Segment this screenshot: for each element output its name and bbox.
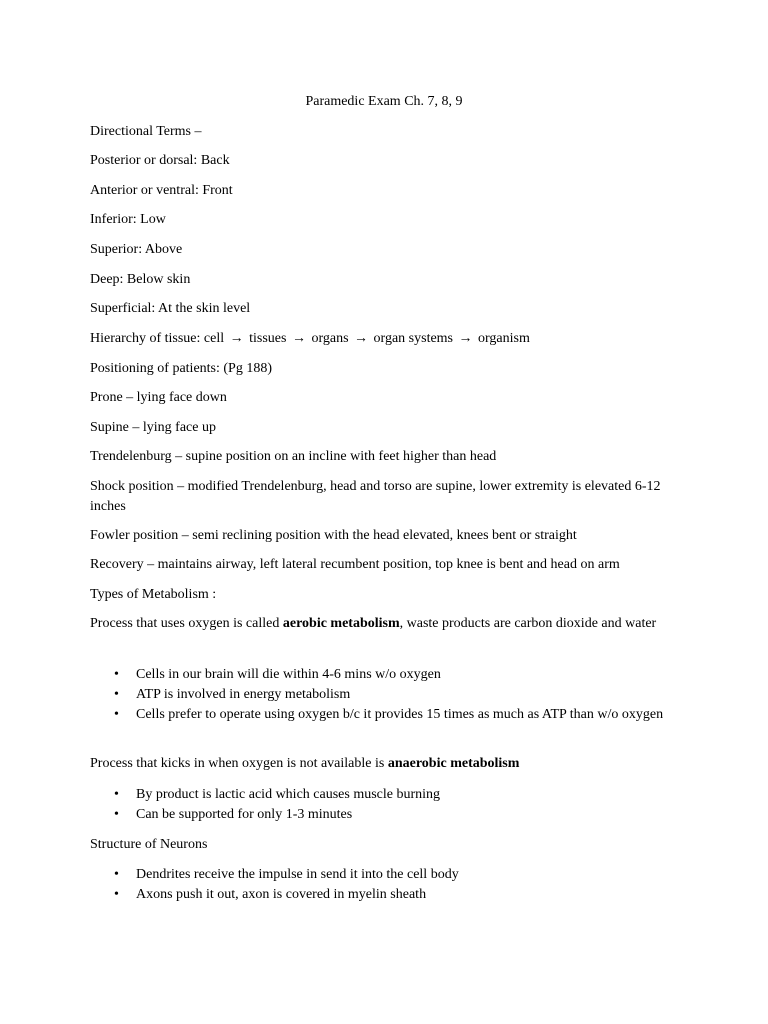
anaerobic-term: anaerobic metabolism (387, 756, 520, 771)
bullet-icon: • (114, 667, 119, 682)
aerobic-term: aerobic metabolism (282, 616, 400, 631)
list-item (90, 865, 680, 885)
hierarchy-step: organism (478, 331, 530, 346)
position-item: Prone – lying face down (90, 390, 227, 405)
right-arrow-icon: → (229, 331, 244, 346)
list-item (90, 665, 680, 685)
position-item: Supine – lying face up (90, 420, 216, 435)
position-item: Recovery – maintains airway, left lateral recumbent position, top knee is bent and head on arm (90, 557, 620, 572)
directional-term: Posterior or dorsal: Back (90, 153, 230, 168)
bullet-icon: • (114, 887, 119, 902)
position-item: Trendelenburg – supine position on an incline with feet higher than head (90, 449, 497, 464)
bullet-icon: • (114, 867, 119, 882)
aerobic-paragraph (90, 614, 680, 634)
anaerobic-paragraph (90, 754, 680, 774)
position-item: Fowler position – semi reclining position with the head elevated, knees bent or straight (90, 528, 577, 543)
directional-term: Inferior: Low (90, 212, 166, 227)
hierarchy-step: tissues (249, 331, 287, 346)
list-item (90, 785, 680, 805)
hierarchy-label: Hierarchy of tissue: cell (90, 331, 225, 346)
aerobic-text: , waste products are carbon dioxide and water (399, 616, 657, 631)
anaerobic-text: Process that kicks in when oxygen is not available is (90, 756, 388, 771)
directional-term: Superior: Above (90, 242, 183, 257)
right-arrow-icon: → (458, 331, 473, 346)
bullet-icon: • (114, 787, 119, 802)
list-item-text: Cells prefer to operate using oxygen b/c it provides 15 times as much as ATP than w/o oxygen (136, 707, 664, 722)
list-item-text: ATP is involved in energy metabolism (136, 687, 351, 702)
list-item (90, 705, 680, 725)
list-item (90, 885, 680, 905)
bullet-icon: • (114, 687, 119, 702)
hierarchy-step: organ systems (373, 331, 454, 346)
right-arrow-icon: → (354, 331, 369, 346)
list-item-text: Axons push it out, axon is covered in myelin sheath (136, 887, 427, 902)
hierarchy-step: organs (311, 331, 349, 346)
list-item (90, 805, 680, 825)
aerobic-bullet-list (90, 665, 680, 725)
list-item-text: Dendrites receive the impulse in send it into the cell body (136, 867, 459, 882)
tissue-hierarchy (90, 329, 680, 349)
positioning-heading: Positioning of patients: (Pg 188) (90, 361, 272, 376)
directional-term: Deep: Below skin (90, 272, 191, 287)
bullet-icon: • (114, 707, 119, 722)
metabolism-heading: Types of Metabolism : (90, 587, 217, 602)
anaerobic-bullet-list (90, 785, 680, 825)
page-title: Paramedic Exam Ch. 7, 8, 9 (305, 94, 463, 109)
neurons-heading: Structure of Neurons (90, 837, 208, 852)
list-item-text: Can be supported for only 1-3 minutes (136, 807, 353, 822)
neurons-bullet-list (90, 865, 680, 905)
directional-term: Superficial: At the skin level (90, 301, 251, 316)
list-item-text: Cells in our brain will die within 4-6 mins w/o oxygen (136, 667, 441, 682)
list-item-text: By product is lactic acid which causes muscle burning (136, 787, 441, 802)
list-item (90, 685, 680, 705)
bullet-icon: • (114, 807, 119, 822)
aerobic-text: Process that uses oxygen is called (90, 616, 283, 631)
directional-term: Anterior or ventral: Front (90, 183, 233, 198)
directional-terms-heading: Directional Terms – (90, 124, 202, 139)
right-arrow-icon: → (291, 331, 306, 346)
position-item: Shock position – modified Trendelenburg, head and torso are supine, lower extremity is elevated 6-12 inches (90, 479, 661, 514)
